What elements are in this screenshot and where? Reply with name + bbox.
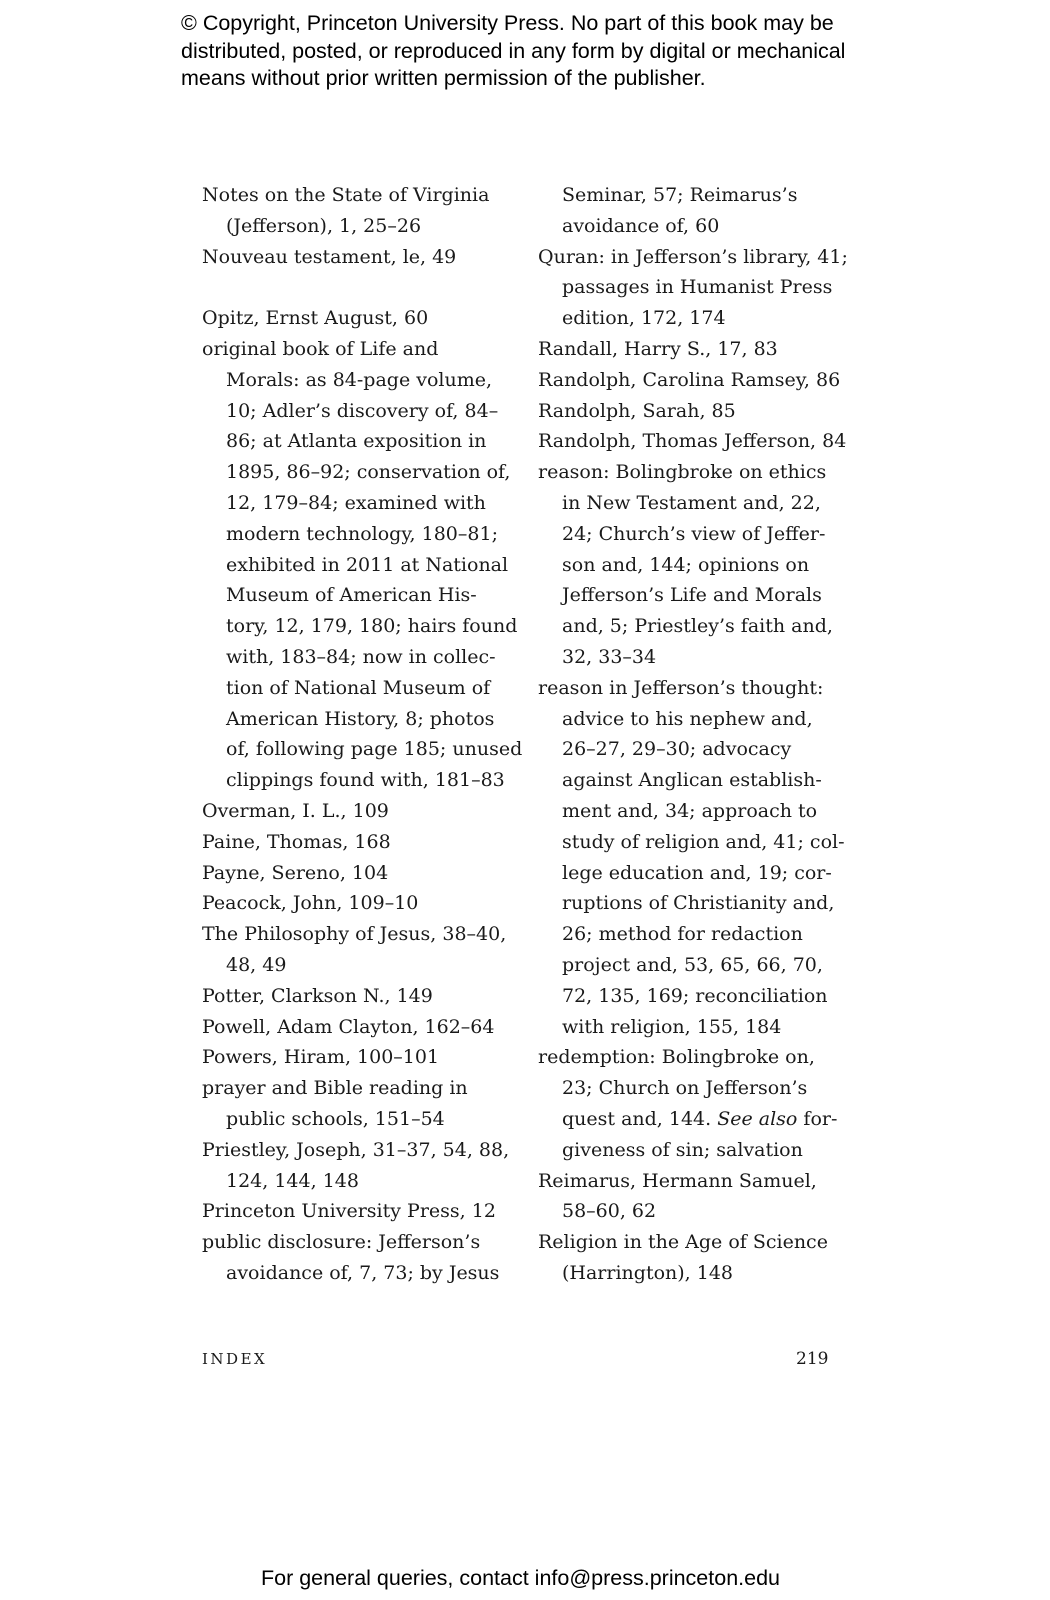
index-entry-continuation: against Anglican establish- (562, 769, 822, 792)
index-entry: reason: Bolingbroke on ethics (538, 461, 827, 484)
index-entry-continuation: 26–27, 29–30; advocacy (562, 738, 792, 761)
index-column-right (538, 180, 848, 1289)
index-entry-continuation: (Jefferson), 1, 25–26 (226, 214, 422, 237)
contact-notice: For general queries, contact info@press.princeton.edu (261, 1566, 781, 1590)
index-entry: reason in Jefferson’s thought: (538, 676, 824, 699)
index-entry-continuation: 58–60, 62 (562, 1200, 657, 1223)
index-entry: Princeton University Press, 12 (202, 1200, 496, 1223)
index-entry: Randall, Harry S., 17, 83 (538, 337, 778, 360)
index-entry: Randolph, Sarah, 85 (538, 399, 736, 422)
index-entry-continuation: clippings found with, 181–83 (226, 769, 505, 792)
index-entry-continuation: tion of National Museum of (226, 676, 491, 699)
index-entry-text: quest and, 144. (562, 1107, 712, 1130)
index-entry: public disclosure: Jefferson’s (202, 1231, 481, 1254)
index-entry: Priestley, Joseph, 31–37, 54, 88, (202, 1138, 510, 1161)
index-entry-continuation: tory, 12, 179, 180; hairs found (226, 615, 518, 638)
index-entry-continuation: 26; method for redaction (562, 923, 803, 946)
index-entry-continuation: Morals: as 84-page volume, (226, 368, 493, 391)
index-entry-continuation: edition, 172, 174 (562, 307, 726, 330)
index-entry: Powers, Hiram, 100–101 (202, 1046, 440, 1069)
index-entry-continuation: study of religion and, 41; col- (562, 830, 845, 853)
index-entry: Nouveau testament, le, 49 (202, 245, 457, 268)
index-entry: Paine, Thomas, 168 (202, 830, 391, 853)
index-entry: Randolph, Carolina Ramsey, 86 (538, 368, 841, 391)
index-entry: The Philosophy of Jesus, 38–40, (202, 923, 507, 946)
index-entry-continuation: American History, 8; photos (226, 707, 495, 730)
index-entry-continuation: 1895, 86–92; conservation of, (226, 461, 511, 484)
index-entry-continuation: ment and, 34; approach to (562, 799, 818, 822)
index-entry-continuation: Museum of American His- (226, 584, 477, 607)
index-entry-continuation: 12, 179–84; examined with (226, 491, 486, 514)
index-entry: Powell, Adam Clayton, 162–64 (202, 1015, 495, 1038)
index-entry: redemption: Bolingbroke on, (538, 1046, 815, 1069)
see-also-reference: See also (717, 1107, 798, 1130)
index-entry-continuation: 86; at Atlanta exposition in (226, 430, 487, 453)
index-entry-continuation: Seminar, 57; Reimarus’s (562, 184, 798, 206)
index-entry: Reimarus, Hermann Samuel, (538, 1169, 817, 1192)
index-entry: Randolph, Thomas Jefferson, 84 (538, 430, 847, 453)
index-entry-continuation: modern technology, 180–81; (226, 522, 498, 545)
index-entry-continuation: 23; Church on Jefferson’s (562, 1077, 808, 1100)
index-entry-continuation: ruptions of Christianity and, (562, 892, 835, 915)
index-entry-continuation: public schools, 151–54 (226, 1107, 445, 1130)
index-entry: Overman, I. L., 109 (202, 799, 389, 822)
index-entry: original book of Life and (202, 337, 439, 360)
index-entry: Quran: in Jefferson’s library, 41; (538, 245, 848, 268)
index-entry-continuation: passages in Humanist Press (562, 276, 833, 299)
index-entry-text: for- (803, 1107, 838, 1130)
index-entry-continuation: avoidance of, 60 (562, 214, 720, 237)
index-column-left (202, 180, 523, 1289)
index-entry: Religion in the Age of Science (538, 1231, 828, 1254)
index-entry-continuation: in New Testament and, 22, (562, 491, 821, 514)
index-entry-continuation: and, 5; Priestley’s faith and, (562, 615, 833, 638)
index-entry-continuation: with, 183–84; now in collec- (226, 645, 496, 668)
index-entry-continuation: Jefferson’s Life and Morals (562, 584, 822, 607)
index-entry-continuation: 32, 33–34 (562, 645, 657, 668)
index-entry-continuation: 124, 144, 148 (226, 1169, 359, 1192)
index-entry-continuation: exhibited in 2011 at National (226, 553, 509, 576)
index-entry-continuation: (Harrington), 148 (562, 1261, 734, 1284)
copyright-line: distributed, posted, or reproduced in any form by digital or mechanical (181, 38, 846, 63)
index-entry-continuation: 24; Church’s view of Jeffer- (562, 522, 826, 545)
index-entry-continuation: lege education and, 19; cor- (562, 861, 832, 884)
index-entry-continuation: 72, 135, 169; reconciliation (562, 984, 828, 1007)
index-entry-continuation: avoidance of, 7, 73; by Jesus (226, 1261, 500, 1284)
index-entry: Potter, Clarkson N., 149 (202, 984, 433, 1007)
index-entry-continuation: project and, 53, 65, 66, 70, (562, 953, 823, 976)
running-footer-label: INDEX (202, 1350, 268, 1368)
index-entry: Payne, Sereno, 104 (202, 861, 389, 884)
index-entry-continuation: 10; Adler’s discovery of, 84– (226, 399, 499, 422)
index-entry-continuation: with religion, 155, 184 (562, 1015, 782, 1038)
index-entry-continuation: 48, 49 (226, 953, 287, 976)
index-section-gap (202, 272, 502, 303)
index-entry: Peacock, John, 109–10 (202, 892, 419, 915)
copyright-line: © Copyright, Princeton University Press. No part of this book may be (181, 11, 834, 35)
index-entry: prayer and Bible reading in (202, 1077, 468, 1100)
index-entry: Notes on the State of Virginia (202, 184, 490, 206)
index-entry-continuation (538, 1104, 843, 1135)
index-entry-continuation: advice to his nephew and, (562, 707, 813, 730)
index-entry-continuation: of, following page 185; unused (226, 738, 523, 761)
copyright-line: means without prior written permission of the publisher. (181, 66, 706, 90)
index-entry-continuation: son and, 144; opinions on (562, 553, 810, 576)
index-entry-continuation: giveness of sin; salvation (562, 1138, 803, 1161)
page-number: 219 (796, 1349, 829, 1369)
copyright-notice (181, 10, 941, 93)
index-entry: Opitz, Ernst August, 60 (202, 307, 429, 330)
